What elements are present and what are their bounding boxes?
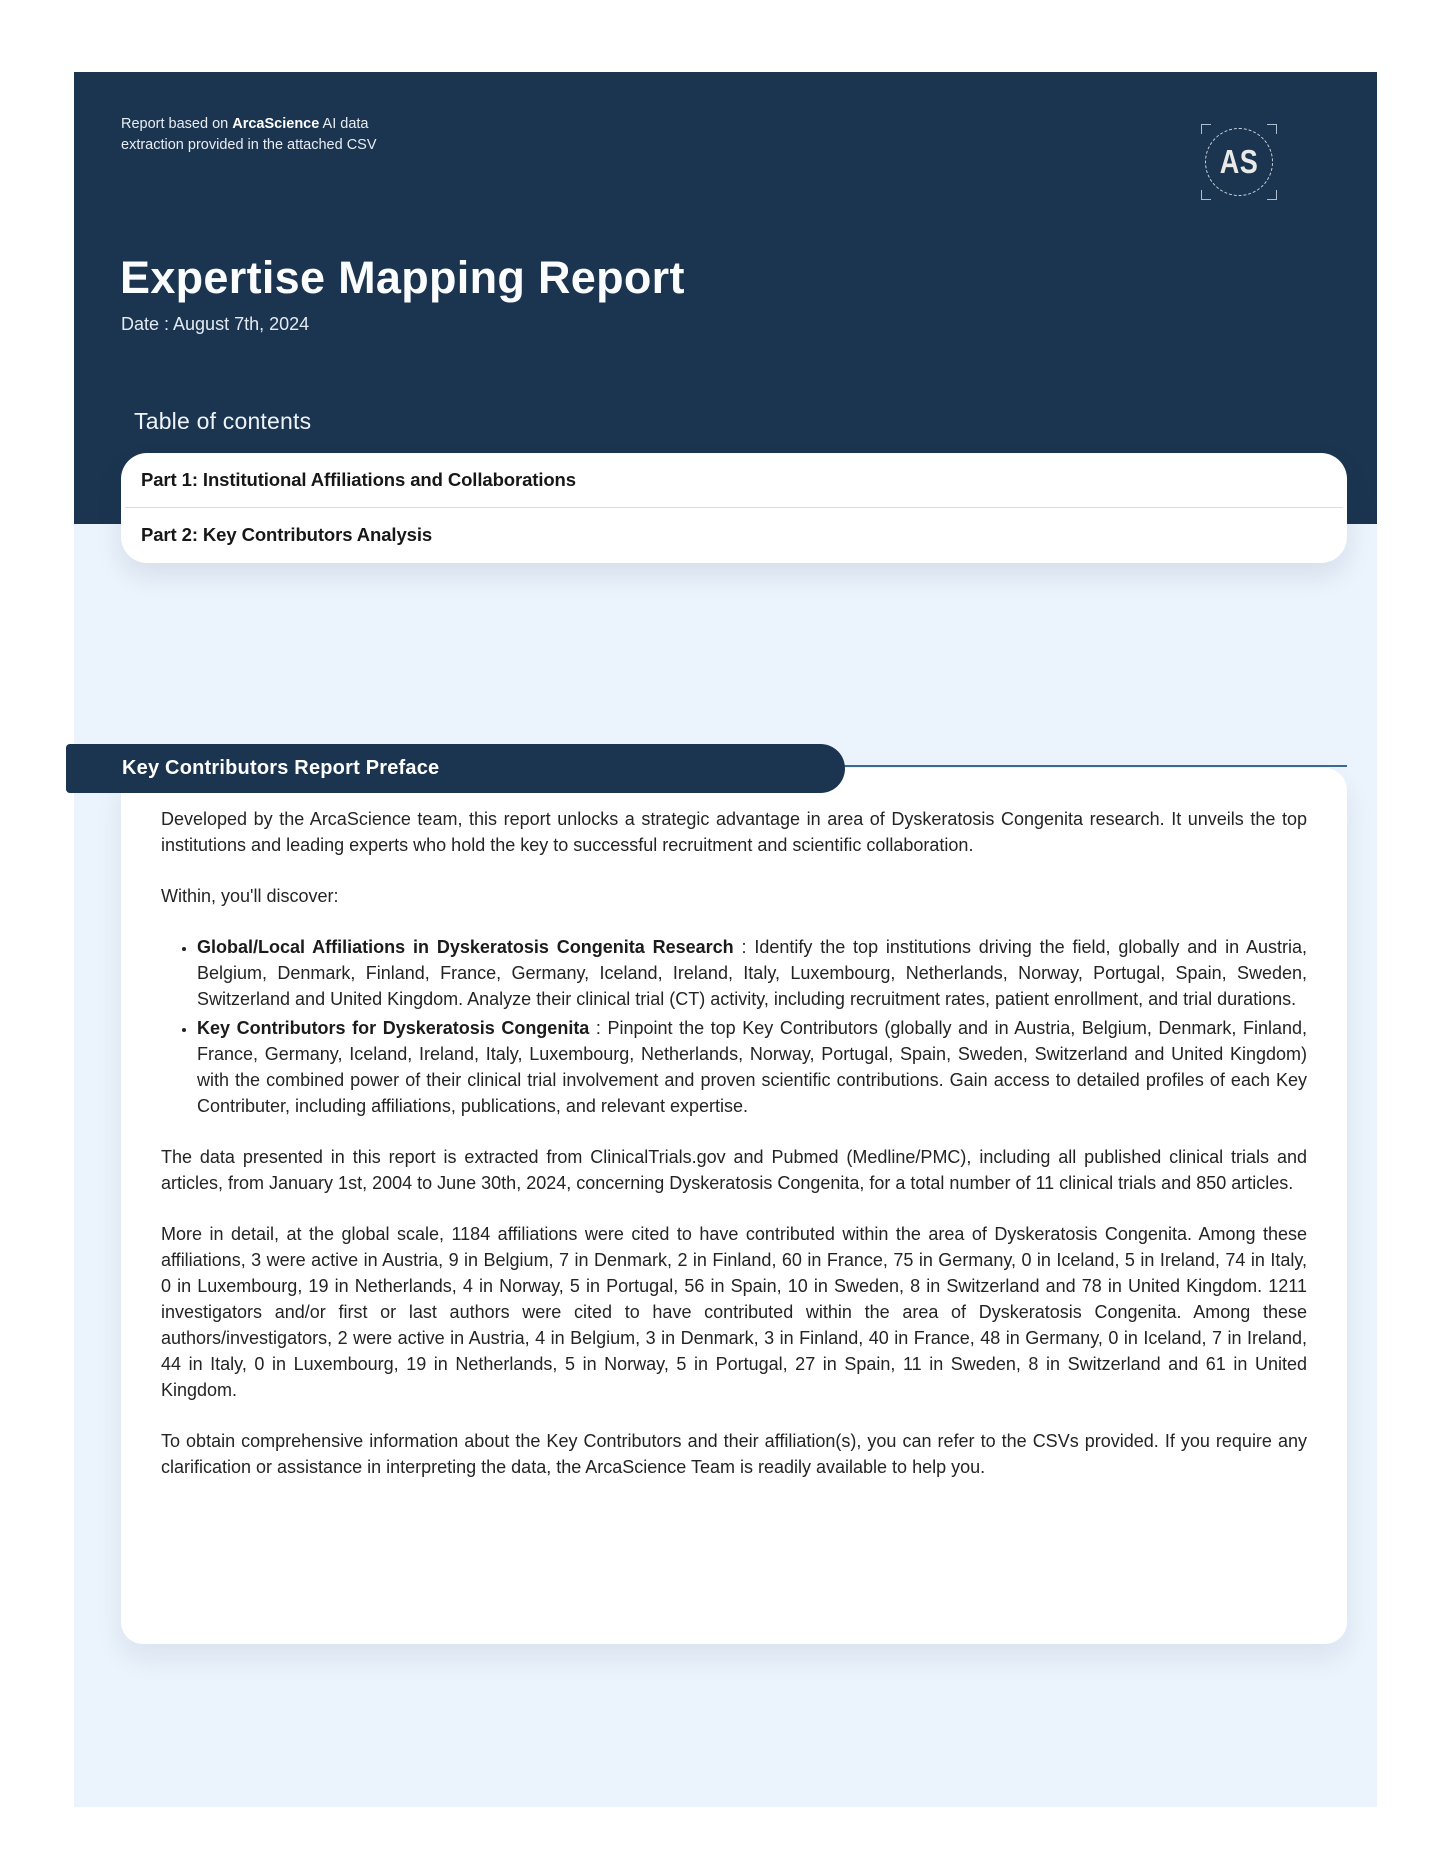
logo-monogram: AS [1219,143,1259,180]
preface-paragraph-discover: Within, you'll discover: [161,886,339,906]
toc-item-part2[interactable] [121,508,1347,562]
toc-card [121,453,1347,563]
toc-item-part1[interactable] [121,453,1347,507]
page-title: Expertise Mapping Report [120,252,685,303]
toc-heading: Table of contents [134,408,312,434]
note-brand: ArcaScience [232,116,320,132]
report-date: Date : August 7th, 2024 [121,314,310,334]
preface-paragraph-data-sources: The data presented in this report is extracted from ClinicalTrials.gov and Pubmed (Medline/PMC), including all published clinical trials and articles, from January 1st, 2004 to June 30th, 2024, concerning Dyskeratosis Congenita, for a total number of 11 clinical trials and 850 articles. [161,1147,1307,1193]
bullet-text: : Identify the top institutions driving the field, globally and in Austria, Belgium, Denmark, Finland, France, Germany, Iceland, Ireland, Italy, Luxembourg, Netherlands, Norway, Portugal, Spain, Sweden, Switzerland and United Kingdom. Analyze their clinical trial (CT) activity, including recruitment rates, patient enrollment, and trial durations. [197,937,1307,1009]
toc-item-label: Part 2: Key Contributors Analysis [141,524,433,545]
toc-item-label: Part 1: Institutional Affiliations and Collaborations [141,469,576,490]
report-source-note [121,114,389,156]
bullet-bold-label: Global/Local Affiliations in Dyskeratosis Congenita Research [197,937,734,957]
preface-banner-label: Key Contributors Report Preface [122,757,440,779]
preface-bullet-list [161,934,1307,1119]
bullet-bold-label: Key Contributors for Dyskeratosis Congenita [197,1018,590,1038]
arcascience-logo-icon [1202,125,1276,199]
preface-paragraph-closing: To obtain comprehensive information about the Key Contributors and their affiliation(s), you can refer to the CSVs provided. If you require any clarification or assistance in interpreting the data, the ArcaScience Team is readily available to help you. [161,1431,1307,1477]
preface-paragraph-statistics: More in detail, at the global scale, 1184 affiliations were cited to have contributed within the area of Dyskeratosis Congenita. Among these affiliations, 3 were active in Austria, 9 in Belgium, 7 in Denmark, 2 in Finland, 60 in France, 75 in Germany, 0 in Iceland, 5 in Ireland, 74 in Italy, 0 in Luxembourg, 19 in Netherlands, 4 in Norway, 5 in Portugal, 56 in Spain, 10 in Sweden, 8 in Switzerland and 78 in United Kingdom. 1211 investigators and/or first or last authors were cited to have contributed within the area of Dyskeratosis Congenita. Among these authors/investigators, 2 were active in Austria, 4 in Belgium, 3 in Denmark, 3 in Finland, 40 in France, 48 in Germany, 0 in Iceland, 7 in Ireland, 44 in Italy, 0 in Luxembourg, 19 in Netherlands, 5 in Norway, 5 in Portugal, 27 in Spain, 11 in Sweden, 8 in Switzerland and 61 in United Kingdom. [161,1224,1307,1400]
preface-banner [66,744,845,793]
bullet-item-affiliations [197,934,1307,1012]
preface-card [121,768,1347,1644]
bullet-item-contributors [197,1015,1307,1119]
note-suffix: AI data extraction provided in the attached CSV [121,116,377,154]
bullet-text: : Pinpoint the top Key Contributors (globally and in Austria, Belgium, Denmark, Finland, France, Germany, Iceland, Ireland, Italy, Luxembourg, Netherlands, Norway, Portugal, Spain, Sweden, Switzerland and United Kingdom) with the combined power of their clinical trial involvement and proven scientific contributions. Gain access to detailed profiles of each Key Contributer, including affiliations, publications, and relevant expertise. [197,1018,1307,1116]
note-prefix: Report based on [121,116,233,132]
preface-paragraph-intro: Developed by the ArcaScience team, this report unlocks a strategic advantage in area of Dyskeratosis Congenita research. It unveils the top institutions and leading experts who hold the key to successful recruitment and scientific collaboration. [161,809,1307,855]
